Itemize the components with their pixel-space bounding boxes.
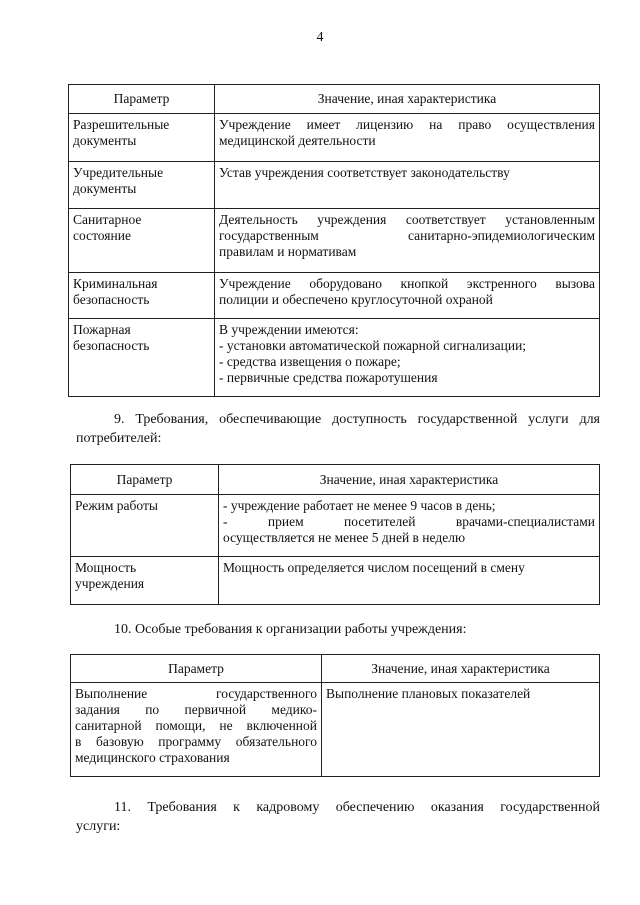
page-number: 4 — [316, 30, 324, 45]
row-value: Выполнение плановых показателей — [322, 683, 600, 777]
table-row — [71, 557, 600, 605]
table-row — [71, 495, 600, 557]
section-10-heading: 10. Особые требования к организации работы учреждения: — [114, 622, 467, 637]
section-9-heading: 9. Требования, обеспечивающие доступность государственной услуги для потребителей: — [76, 412, 600, 446]
row-param: Режим работы — [71, 495, 219, 557]
table-header-parameter: Параметр — [69, 85, 215, 114]
table-row — [69, 319, 600, 397]
row-value: Учреждение оборудовано кнопкой экстренного вызова полиции и обеспечено круглосуточной охраной — [215, 273, 600, 319]
table-row — [69, 162, 600, 209]
row-param: Учредительные документы — [69, 162, 215, 209]
row-param: Выполнение государственного задания по первичной медико- санитарной помощи, не включенной в базовую программу обязательного медицинского страхования — [71, 683, 322, 777]
row-param: Криминальная безопасность — [69, 273, 215, 319]
table-header-value: Значение, иная характеристика — [215, 85, 600, 114]
row-value: - учреждение работает не менее 9 часов в день; - прием посетителей врачами-специалистами осуществляется не менее 5 дней в неделю — [219, 495, 600, 557]
row-param: Мощность учреждения — [71, 557, 219, 605]
table-header-value: Значение, иная характеристика — [219, 465, 600, 495]
row-param: Разрешительные документы — [69, 114, 215, 162]
row-param: Пожарная безопасность — [69, 319, 215, 397]
row-value: Деятельность учреждения соответствует установленным государственным санитарно-эпидемиологическим правилам и нормативам — [215, 209, 600, 273]
table-header-value: Значение, иная характеристика — [322, 655, 600, 683]
table-row — [69, 114, 600, 162]
row-param: Санитарное состояние — [69, 209, 215, 273]
row-value: Устав учреждения соответствует законодательству — [215, 162, 600, 209]
row-value: Мощность определяется числом посещений в смену — [219, 557, 600, 605]
section-11-heading: 11. Требования к кадровому обеспечению оказания государственной услуги: — [76, 800, 600, 834]
row-value: В учреждении имеются: - установки автоматической пожарной сигнализации; - средства извещения о пожаре; - первичные средства пожаротушения — [215, 319, 600, 397]
table-header-parameter: Параметр — [71, 655, 322, 683]
table-institution-requirements — [68, 84, 600, 397]
table-special-requirements — [70, 654, 600, 777]
row-value: Учреждение имеет лицензию на право осуществления медицинской деятельности — [215, 114, 600, 162]
table-row — [71, 683, 600, 777]
table-row — [69, 209, 600, 273]
table-accessibility-requirements — [70, 464, 600, 605]
table-row — [69, 273, 600, 319]
table-header-parameter: Параметр — [71, 465, 219, 495]
